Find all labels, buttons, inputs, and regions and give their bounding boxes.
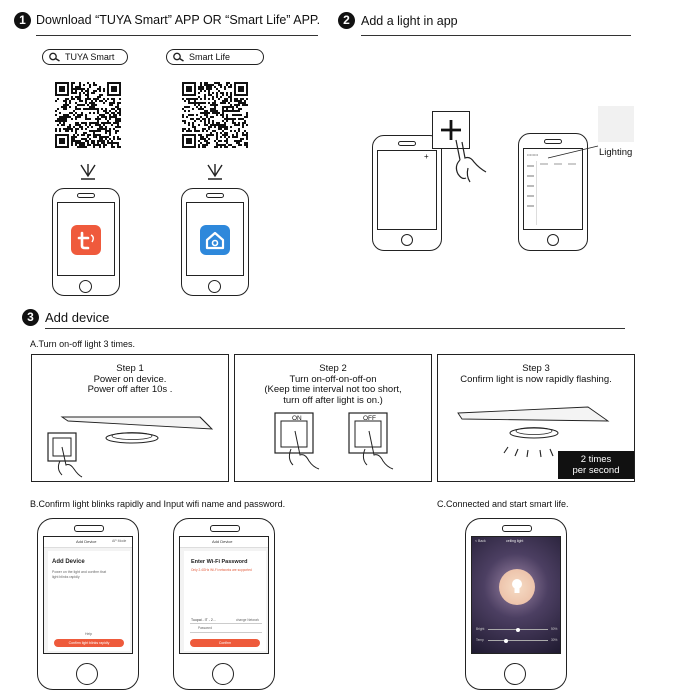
search-icon <box>48 52 61 62</box>
wifi-confirm-button[interactable]: Confirm <box>190 639 260 647</box>
switch-off-label: OFF <box>363 415 376 422</box>
step2-number: 2 <box>338 12 355 29</box>
phone-add-device: Add Device AP Mode Add Device Power on the light and confirm that light blinks rapidly Help Confirm light blinks rapidly <box>37 518 139 690</box>
wifi-name: Tuopai - IT - 2... <box>191 618 216 622</box>
add-device-header: Add Device <box>76 539 97 544</box>
phone-add-light <box>372 135 442 251</box>
wifi-header: Add Device <box>212 539 233 544</box>
callout-line <box>546 144 600 160</box>
download-arrow-icon <box>79 164 97 180</box>
part-a-label: A.Turn on-off light 3 times. <box>30 339 136 349</box>
confirm-blink-button[interactable]: Confirm light blinks rapidly <box>54 639 124 647</box>
step-box-3-title: Step 3 <box>522 363 550 374</box>
brightness-slider[interactable] <box>488 629 548 630</box>
search-bar-smartlife <box>166 49 264 65</box>
search-text-tuya: TUYA Smart <box>65 52 115 62</box>
wifi-title: Enter Wi-Fi Password <box>191 559 248 565</box>
temperature-slider[interactable] <box>488 640 548 641</box>
hand-pointer-icon <box>448 138 494 188</box>
phone-tuya <box>52 188 120 296</box>
switch-on-label: ON <box>292 415 302 422</box>
step-box-3: Step 3 Confirm light is now rapidly flashing. 2 times per second <box>437 354 635 482</box>
part-b-label: B.Confirm light blinks rapidly and Input wifi name and password. <box>30 499 286 509</box>
search-icon <box>172 52 185 62</box>
search-text-smartlife: Smart Life <box>189 52 231 62</box>
qr-code-tuya <box>55 82 121 148</box>
step2-title: Add a light in app <box>361 14 458 28</box>
qr-code-smartlife <box>182 82 248 148</box>
flash-rate-badge: 2 times per second <box>558 451 634 479</box>
step3-title: Add device <box>45 310 110 325</box>
light-bulb-icon[interactable] <box>499 569 535 605</box>
step1-title: Download “TUYA Smart” APP OR “Smart Life” APP. <box>36 13 321 27</box>
wall-switches-illustration <box>235 409 433 481</box>
step2-divider <box>361 35 631 36</box>
step-box-2: Step 2 Turn on-off-on-off-on (Keep time interval not too short, turn off after light is on.) ON OFF <box>234 354 432 482</box>
phone-lighting: •••••••• <box>518 133 588 251</box>
add-device-title: Add Device <box>52 559 85 565</box>
step3-number: 3 <box>22 309 39 326</box>
phone-smartlife <box>181 188 249 296</box>
light-header: ceiling light <box>506 539 524 543</box>
part-c-label: C.Connected and start smart life. <box>437 499 569 509</box>
step-box-1: Step 1 Power on device. Power off after 10s . <box>31 354 229 482</box>
tuya-app-icon <box>71 225 101 255</box>
step-box-1-title: Step 1 <box>116 363 144 374</box>
lighting-highlight <box>598 106 634 142</box>
step1-divider <box>36 35 318 36</box>
step-box-2-title: Step 2 <box>319 363 347 374</box>
phone-light-control: < Back ceiling light Bright 50% Temp 30% <box>465 518 567 690</box>
search-bar-tuya <box>42 49 128 65</box>
lighting-label: Lighting <box>599 147 633 158</box>
wifi-password-field[interactable]: Password <box>198 626 212 630</box>
phone-wifi-password: Add Device Enter Wi-Fi Password Only 2.4GHz Wi-Fi networks are supported Tuopai - IT - 2... change Network Password Confirm <box>173 518 275 690</box>
smartlife-app-icon <box>200 225 230 255</box>
ceiling-light-illustration <box>32 403 230 481</box>
step1-number: 1 <box>14 12 31 29</box>
step3-divider <box>45 328 625 329</box>
download-arrow-icon <box>206 164 224 180</box>
tap-mark: + <box>424 152 429 161</box>
